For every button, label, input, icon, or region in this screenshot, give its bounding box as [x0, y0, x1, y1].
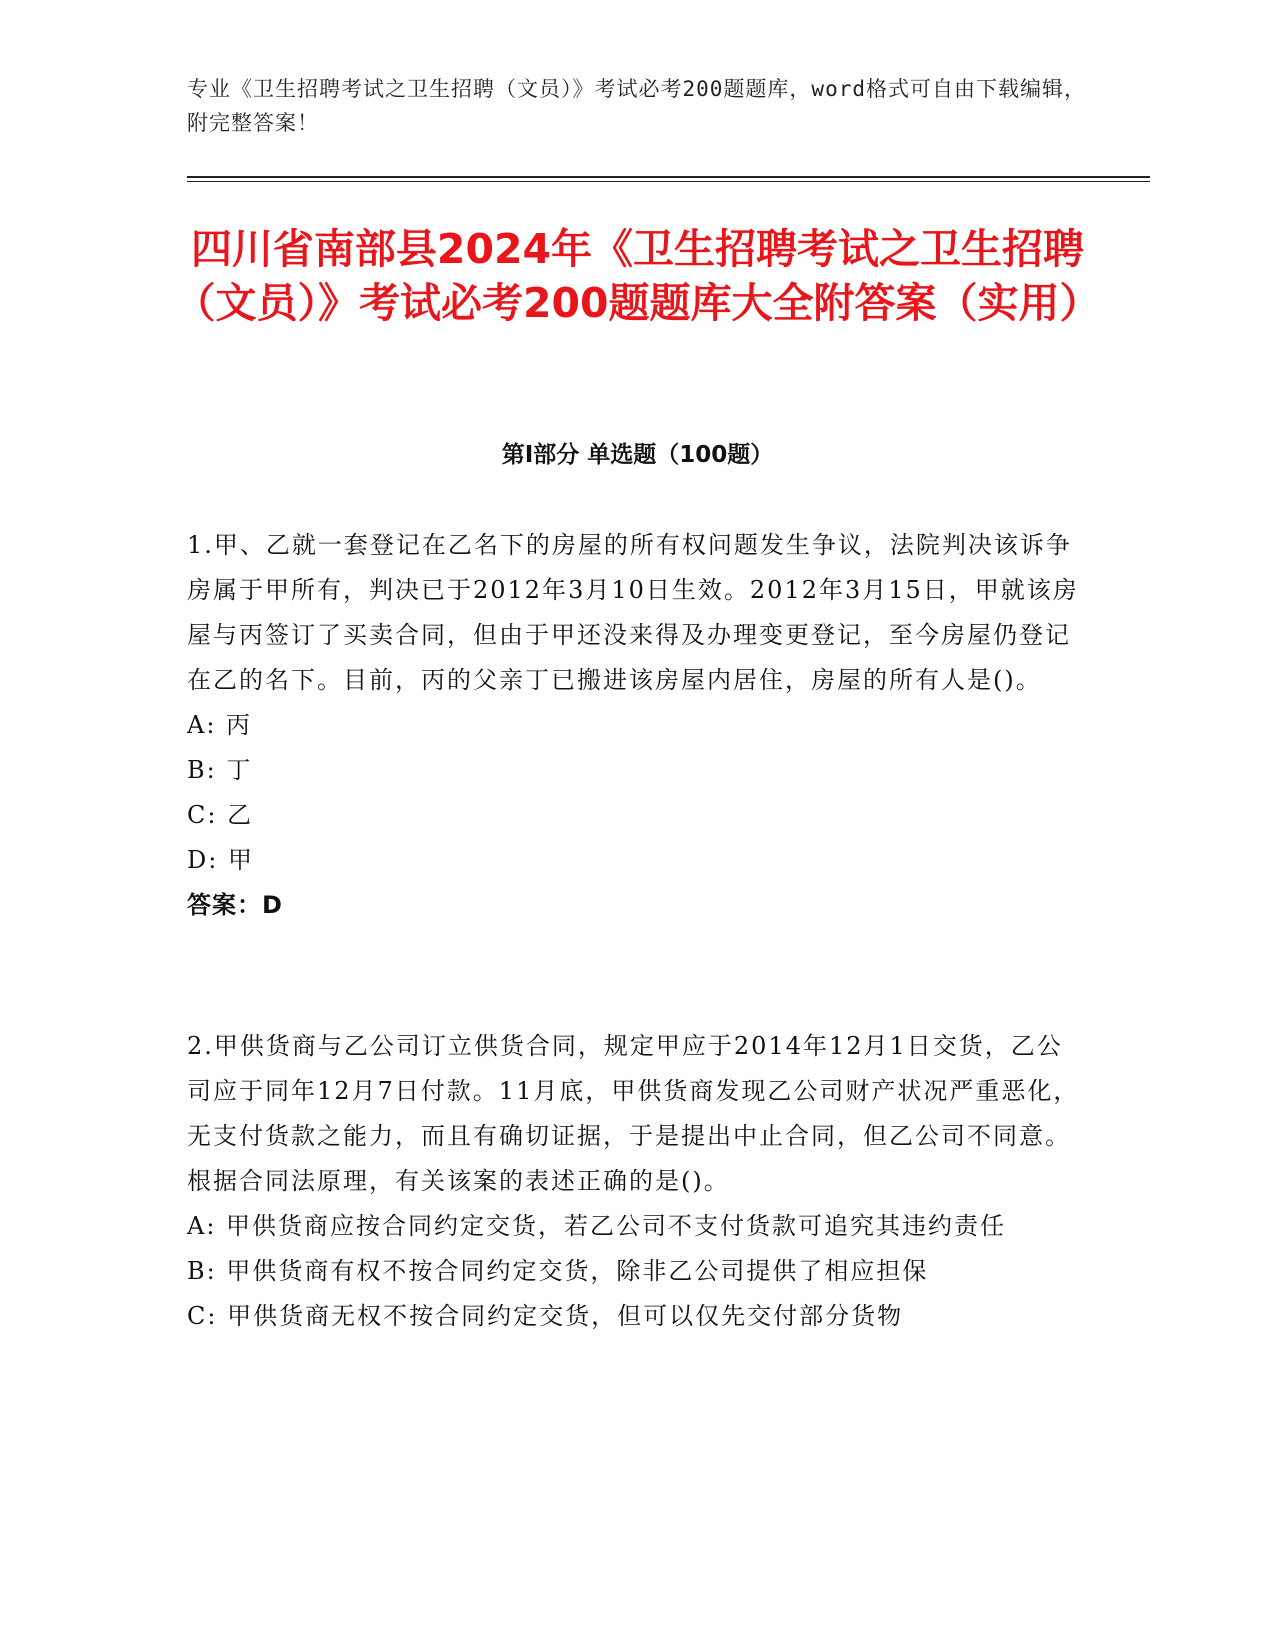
option-a: A: 甲供货商应按合同约定交货，若乙公司不支付货款可追究其违约责任: [187, 1212, 1007, 1240]
question-1: [187, 523, 1082, 928]
option-d: D: 甲: [187, 846, 254, 874]
option-b: B: 丁: [187, 756, 253, 784]
header-divider-thin: [187, 181, 1150, 182]
section-heading: 第I部分 单选题（100题）: [501, 442, 774, 468]
option-c: C: 乙: [187, 801, 254, 829]
header-divider-thick: [187, 176, 1150, 178]
question-stem: 2.甲供货商与乙公司订立供货合同，规定甲应于2014年12月1日交货，乙公司应于同年12月7日付款。11月底，甲供货商发现乙公司财产状况严重恶化，无支付货款之能力，而且有确切证据，于是提出中止合同，但乙公司不同意。根据合同法原理，有关该案的表述正确的是()。: [187, 1032, 1080, 1195]
option-b: B: 甲供货商有权不按合同约定交货，除非乙公司提供了相应担保: [187, 1257, 929, 1285]
header-note: 专业《卫生招聘考试之卫生招聘（文员）》考试必考200题题库，word格式可自由下载编辑，附完整答案！: [187, 77, 1086, 135]
question-stem: 1.甲、乙就一套登记在乙名下的房屋的所有权问题发生争议，法院判决该诉争房属于甲所有，判决已于2012年3月10日生效。2012年3月15日，甲就该房屋与丙签订了买卖合同，但由于甲还没来得及办理变更登记，至今房屋仍登记在乙的名下。目前，丙的父亲丁已搬进该房屋内居住，房屋的所有人是()。: [187, 531, 1079, 694]
document-title: 四川省南部县2024年《卫生招聘考试之卫生招聘（文员）》考试必考200题题库大全附答案（实用）: [174, 225, 1101, 327]
option-a: A: 丙: [187, 711, 253, 739]
answer-label: 答案：D: [187, 891, 283, 919]
question-2: [187, 1024, 1082, 1339]
option-c: C: 甲供货商无权不按合同约定交货，但可以仅先交付部分货物: [187, 1302, 904, 1330]
